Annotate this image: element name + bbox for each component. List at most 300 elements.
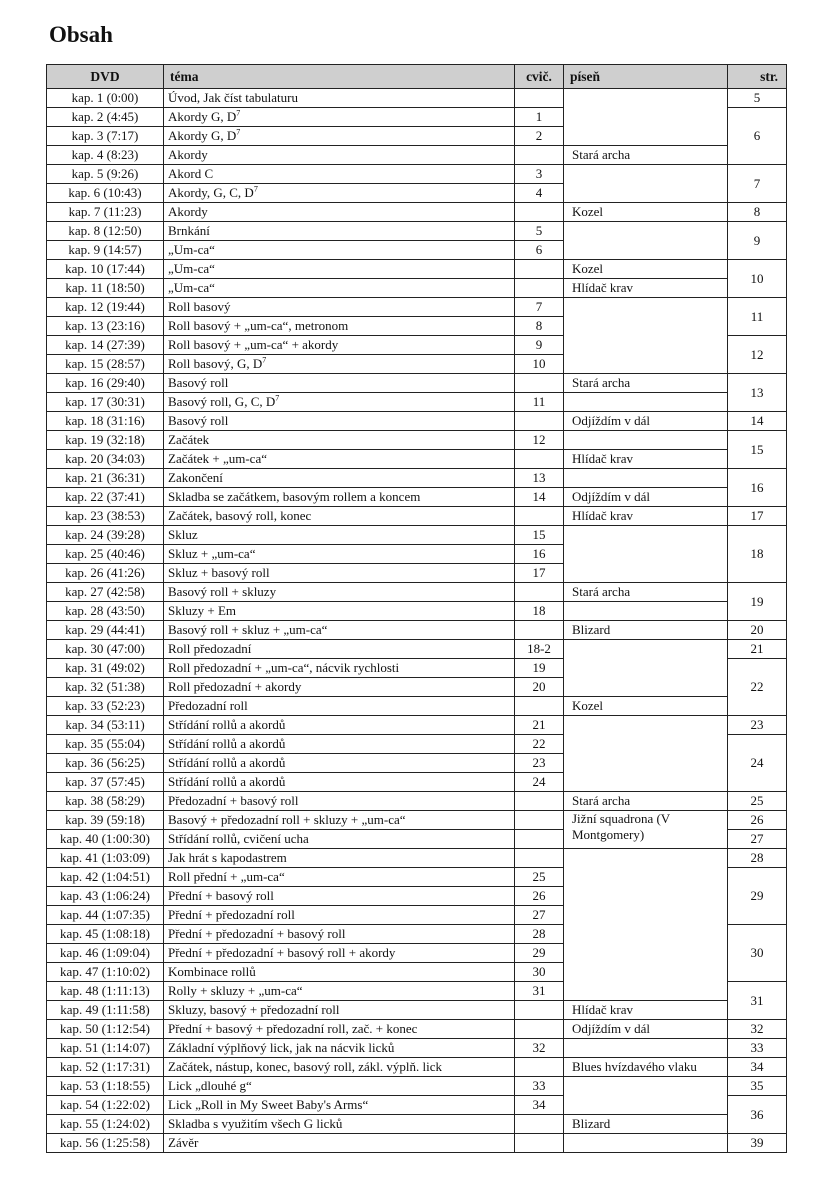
topic-text: Roll basový + „um-ca“, metronom	[168, 318, 349, 333]
chapter-cell: kap. 48 (1:11:13)	[47, 982, 164, 1001]
topic-text: Basový roll	[168, 375, 229, 390]
song-cell	[564, 1134, 728, 1153]
exercise-cell: 4	[515, 184, 564, 203]
topic-cell	[164, 564, 515, 583]
table-row	[47, 621, 787, 640]
song-cell	[564, 602, 728, 621]
topic-cell	[164, 1058, 515, 1077]
topic-text: Lick „Roll in My Sweet Baby's Arms“	[168, 1097, 369, 1112]
page-number-cell: 24	[728, 735, 787, 792]
exercise-cell: 3	[515, 165, 564, 184]
exercise-cell	[515, 1115, 564, 1134]
topic-cell	[164, 906, 515, 925]
topic-text: Střídání rollů a akordů	[168, 717, 286, 732]
topic-cell	[164, 279, 515, 298]
topic-text: Basový roll	[168, 413, 229, 428]
topic-text: Rolly + skluzy + „um-ca“	[168, 983, 303, 998]
song-cell	[564, 716, 728, 792]
chapter-cell: kap. 55 (1:24:02)	[47, 1115, 164, 1134]
chapter-cell: kap. 15 (28:57)	[47, 355, 164, 374]
topic-cell	[164, 146, 515, 165]
table-row	[47, 203, 787, 222]
header-cvic: cvič.	[515, 65, 564, 89]
song-cell: Stará archa	[564, 792, 728, 811]
chapter-cell: kap. 12 (19:44)	[47, 298, 164, 317]
chapter-cell: kap. 40 (1:00:30)	[47, 830, 164, 849]
topic-cell	[164, 507, 515, 526]
topic-superscript: 7	[253, 184, 258, 194]
page-number-cell: 34	[728, 1058, 787, 1077]
table-row	[47, 412, 787, 431]
exercise-cell	[515, 146, 564, 165]
topic-cell	[164, 355, 515, 374]
topic-text: Roll basový	[168, 299, 231, 314]
topic-cell	[164, 374, 515, 393]
exercise-cell	[515, 203, 564, 222]
page-number-cell: 28	[728, 849, 787, 868]
topic-text: Začátek, nástup, konec, basový roll, zákl. výplň. lick	[168, 1059, 443, 1074]
chapter-cell: kap. 34 (53:11)	[47, 716, 164, 735]
topic-text: Začátek, basový roll, konec	[168, 508, 312, 523]
topic-text: Skladba s využitím všech G licků	[168, 1116, 343, 1131]
contents-table	[46, 64, 787, 1153]
exercise-cell: 28	[515, 925, 564, 944]
topic-cell	[164, 1001, 515, 1020]
exercise-cell	[515, 1020, 564, 1039]
chapter-cell: kap. 16 (29:40)	[47, 374, 164, 393]
topic-cell	[164, 697, 515, 716]
topic-cell	[164, 887, 515, 906]
exercise-cell: 26	[515, 887, 564, 906]
chapter-cell: kap. 31 (49:02)	[47, 659, 164, 678]
exercise-cell	[515, 374, 564, 393]
topic-cell	[164, 1115, 515, 1134]
exercise-cell	[515, 697, 564, 716]
page-number-cell: 35	[728, 1077, 787, 1096]
chapter-cell: kap. 2 (4:45)	[47, 108, 164, 127]
song-cell	[564, 469, 728, 488]
exercise-cell: 9	[515, 336, 564, 355]
topic-cell	[164, 127, 515, 146]
song-cell: Odjíždím v dál	[564, 488, 728, 507]
header-dvd: DVD	[47, 65, 164, 89]
topic-text: Skladba se začátkem, basovým rollem a koncem	[168, 489, 421, 504]
table-row	[47, 374, 787, 393]
exercise-cell	[515, 1058, 564, 1077]
table-row	[47, 716, 787, 735]
page-number-cell: 15	[728, 431, 787, 469]
topic-cell	[164, 298, 515, 317]
topic-cell	[164, 735, 515, 754]
exercise-cell: 25	[515, 868, 564, 887]
topic-text: Zakončení	[168, 470, 223, 485]
topic-cell	[164, 241, 515, 260]
topic-cell	[164, 184, 515, 203]
topic-cell	[164, 393, 515, 412]
song-cell	[564, 89, 728, 146]
exercise-cell: 33	[515, 1077, 564, 1096]
song-cell: Hlídač krav	[564, 450, 728, 469]
table-row	[47, 1058, 787, 1077]
topic-superscript: 7	[236, 127, 241, 137]
page-number-cell: 11	[728, 298, 787, 336]
exercise-cell: 13	[515, 469, 564, 488]
table-row	[47, 507, 787, 526]
chapter-cell: kap. 46 (1:09:04)	[47, 944, 164, 963]
chapter-cell: kap. 25 (40:46)	[47, 545, 164, 564]
table-row	[47, 792, 787, 811]
topic-cell	[164, 659, 515, 678]
topic-text: Basový roll + skluzy	[168, 584, 277, 599]
header-pisen: píseň	[564, 65, 728, 89]
exercise-cell: 27	[515, 906, 564, 925]
topic-cell	[164, 108, 515, 127]
song-cell	[564, 1077, 728, 1115]
topic-text: Basový roll + skluz + „um-ca“	[168, 622, 328, 637]
page-number-cell: 16	[728, 469, 787, 507]
table-row	[47, 1134, 787, 1153]
exercise-cell: 16	[515, 545, 564, 564]
page-number-cell: 14	[728, 412, 787, 431]
exercise-cell: 29	[515, 944, 564, 963]
chapter-cell: kap. 53 (1:18:55)	[47, 1077, 164, 1096]
chapter-cell: kap. 45 (1:08:18)	[47, 925, 164, 944]
topic-text: Začátek + „um-ca“	[168, 451, 267, 466]
table-row	[47, 165, 787, 184]
chapter-cell: kap. 44 (1:07:35)	[47, 906, 164, 925]
topic-cell	[164, 925, 515, 944]
chapter-cell: kap. 36 (56:25)	[47, 754, 164, 773]
page-number-cell: 29	[728, 868, 787, 925]
exercise-cell: 21	[515, 716, 564, 735]
topic-text: Roll předozadní + „um-ca“, nácvik rychlosti	[168, 660, 400, 675]
page-number-cell: 22	[728, 659, 787, 716]
topic-cell	[164, 640, 515, 659]
chapter-cell: kap. 28 (43:50)	[47, 602, 164, 621]
table-row	[47, 1020, 787, 1039]
page-number-cell: 26	[728, 811, 787, 830]
table-header-row	[47, 65, 787, 89]
topic-cell	[164, 811, 515, 830]
topic-cell	[164, 1020, 515, 1039]
exercise-cell: 12	[515, 431, 564, 450]
chapter-cell: kap. 14 (27:39)	[47, 336, 164, 355]
song-cell: Kozel	[564, 697, 728, 716]
song-cell	[564, 640, 728, 697]
exercise-cell: 17	[515, 564, 564, 583]
chapter-cell: kap. 38 (58:29)	[47, 792, 164, 811]
page-number-cell: 30	[728, 925, 787, 982]
topic-text: Roll basový, G, D	[168, 356, 263, 371]
chapter-cell: kap. 49 (1:11:58)	[47, 1001, 164, 1020]
song-cell: Blizard	[564, 1115, 728, 1134]
page-number-cell: 8	[728, 203, 787, 222]
topic-text: „Um-ca“	[168, 261, 215, 276]
topic-text: Lick „dlouhé g“	[168, 1078, 252, 1093]
chapter-cell: kap. 30 (47:00)	[47, 640, 164, 659]
exercise-cell	[515, 849, 564, 868]
chapter-cell: kap. 22 (37:41)	[47, 488, 164, 507]
topic-cell	[164, 830, 515, 849]
table-row	[47, 526, 787, 545]
topic-text: Základní výplňový lick, jak na nácvik licků	[168, 1040, 395, 1055]
song-cell: Blues hvízdavého vlaku	[564, 1058, 728, 1077]
topic-text: Předozadní + basový roll	[168, 793, 299, 808]
table-row	[47, 602, 787, 621]
chapter-cell: kap. 9 (14:57)	[47, 241, 164, 260]
topic-text: Závěr	[168, 1135, 199, 1150]
topic-text: Skluz + basový roll	[168, 565, 270, 580]
exercise-cell: 31	[515, 982, 564, 1001]
topic-superscript: 7	[236, 108, 241, 118]
exercise-cell	[515, 1001, 564, 1020]
topic-cell	[164, 868, 515, 887]
topic-text: Akordy	[168, 204, 208, 219]
page-number-cell: 25	[728, 792, 787, 811]
exercise-cell	[515, 811, 564, 830]
topic-text: Přední + předozadní roll	[168, 907, 295, 922]
table-row	[47, 1001, 787, 1020]
topic-cell	[164, 203, 515, 222]
topic-text: Skluzy + Em	[168, 603, 236, 618]
exercise-cell	[515, 621, 564, 640]
chapter-cell: kap. 32 (51:38)	[47, 678, 164, 697]
chapter-cell: kap. 27 (42:58)	[47, 583, 164, 602]
table-row	[47, 583, 787, 602]
topic-text: Skluz	[168, 527, 198, 542]
topic-text: Akordy, G, C, D	[168, 185, 254, 200]
chapter-cell: kap. 52 (1:17:31)	[47, 1058, 164, 1077]
topic-text: Akordy	[168, 147, 208, 162]
chapter-cell: kap. 6 (10:43)	[47, 184, 164, 203]
song-cell	[564, 1039, 728, 1058]
song-cell: Hlídač krav	[564, 1001, 728, 1020]
chapter-cell: kap. 7 (11:23)	[47, 203, 164, 222]
topic-cell	[164, 678, 515, 697]
table-row	[47, 469, 787, 488]
table-row	[47, 697, 787, 716]
exercise-cell	[515, 583, 564, 602]
topic-text: Jak hrát s kapodastrem	[168, 850, 287, 865]
table-body	[47, 89, 787, 1153]
topic-cell	[164, 963, 515, 982]
table-row	[47, 146, 787, 165]
header-str: str.	[728, 65, 787, 89]
chapter-cell: kap. 50 (1:12:54)	[47, 1020, 164, 1039]
topic-text: Střídání rollů a akordů	[168, 755, 286, 770]
chapter-cell: kap. 11 (18:50)	[47, 279, 164, 298]
chapter-cell: kap. 23 (38:53)	[47, 507, 164, 526]
topic-text: Střídání rollů a akordů	[168, 774, 286, 789]
exercise-cell: 6	[515, 241, 564, 260]
topic-text: Přední + basový + předozadní roll, zač. + konec	[168, 1021, 418, 1036]
topic-text: Úvod, Jak číst tabulaturu	[168, 90, 298, 105]
exercise-cell: 32	[515, 1039, 564, 1058]
topic-cell	[164, 89, 515, 108]
topic-text: Basový + předozadní roll + skluzy + „um-ca“	[168, 812, 406, 827]
exercise-cell: 23	[515, 754, 564, 773]
chapter-cell: kap. 1 (0:00)	[47, 89, 164, 108]
exercise-cell: 22	[515, 735, 564, 754]
table-row	[47, 89, 787, 108]
chapter-cell: kap. 21 (36:31)	[47, 469, 164, 488]
table-row	[47, 450, 787, 469]
topic-cell	[164, 602, 515, 621]
topic-text: Střídání rollů, cvičení ucha	[168, 831, 309, 846]
exercise-cell: 5	[515, 222, 564, 241]
page-number-cell: 17	[728, 507, 787, 526]
page-number-cell: 23	[728, 716, 787, 735]
chapter-cell: kap. 17 (30:31)	[47, 393, 164, 412]
topic-text: Akordy G, D	[168, 109, 237, 124]
chapter-cell: kap. 51 (1:14:07)	[47, 1039, 164, 1058]
topic-text: Brnkání	[168, 223, 210, 238]
table-row	[47, 279, 787, 298]
topic-cell	[164, 317, 515, 336]
table-row	[47, 298, 787, 317]
chapter-cell: kap. 8 (12:50)	[47, 222, 164, 241]
table-row	[47, 1077, 787, 1096]
exercise-cell: 15	[515, 526, 564, 545]
topic-text: Roll přední + „um-ca“	[168, 869, 285, 884]
topic-cell	[164, 488, 515, 507]
topic-text: Skluz + „um-ca“	[168, 546, 256, 561]
page-title: Obsah	[49, 22, 113, 47]
exercise-cell: 8	[515, 317, 564, 336]
exercise-cell	[515, 507, 564, 526]
exercise-cell: 19	[515, 659, 564, 678]
page-number-cell: 33	[728, 1039, 787, 1058]
song-cell: Hlídač krav	[564, 507, 728, 526]
chapter-cell: kap. 26 (41:26)	[47, 564, 164, 583]
song-cell	[564, 298, 728, 374]
topic-cell	[164, 1096, 515, 1115]
chapter-cell: kap. 19 (32:18)	[47, 431, 164, 450]
chapter-cell: kap. 43 (1:06:24)	[47, 887, 164, 906]
chapter-cell: kap. 54 (1:22:02)	[47, 1096, 164, 1115]
topic-text: Roll basový + „um-ca“ + akordy	[168, 337, 339, 352]
table-row	[47, 849, 787, 868]
chapter-cell: kap. 33 (52:23)	[47, 697, 164, 716]
chapter-cell: kap. 24 (39:28)	[47, 526, 164, 545]
exercise-cell: 30	[515, 963, 564, 982]
topic-text: Přední + předozadní + basový roll	[168, 926, 346, 941]
exercise-cell	[515, 279, 564, 298]
topic-cell	[164, 583, 515, 602]
topic-cell	[164, 944, 515, 963]
page-number-cell: 19	[728, 583, 787, 621]
table-row	[47, 222, 787, 241]
topic-text: „Um-ca“	[168, 280, 215, 295]
song-cell	[564, 526, 728, 583]
topic-superscript: 7	[275, 393, 280, 403]
table-row	[47, 393, 787, 412]
topic-cell	[164, 336, 515, 355]
song-cell	[564, 849, 728, 1001]
exercise-cell: 20	[515, 678, 564, 697]
page-number-cell: 36	[728, 1096, 787, 1134]
topic-text: Akord C	[168, 166, 214, 181]
exercise-cell	[515, 792, 564, 811]
topic-cell	[164, 792, 515, 811]
chapter-cell: kap. 4 (8:23)	[47, 146, 164, 165]
song-cell: Hlídač krav	[564, 279, 728, 298]
exercise-cell: 14	[515, 488, 564, 507]
song-cell: Stará archa	[564, 374, 728, 393]
page-number-cell: 9	[728, 222, 787, 260]
chapter-cell: kap. 39 (59:18)	[47, 811, 164, 830]
topic-cell	[164, 1077, 515, 1096]
song-cell	[564, 431, 728, 450]
page-number-cell: 32	[728, 1020, 787, 1039]
topic-cell	[164, 469, 515, 488]
topic-cell	[164, 526, 515, 545]
header-tema: téma	[164, 65, 515, 89]
exercise-cell: 18	[515, 602, 564, 621]
exercise-cell	[515, 260, 564, 279]
table-row	[47, 811, 787, 830]
topic-text: Přední + basový roll	[168, 888, 274, 903]
topic-text: Přední + předozadní + basový roll + akordy	[168, 945, 396, 960]
topic-cell	[164, 222, 515, 241]
chapter-cell: kap. 3 (7:17)	[47, 127, 164, 146]
exercise-cell: 18-2	[515, 640, 564, 659]
song-cell: Kozel	[564, 203, 728, 222]
song-cell: Blizard	[564, 621, 728, 640]
chapter-cell: kap. 35 (55:04)	[47, 735, 164, 754]
song-cell	[564, 222, 728, 260]
song-cell: Odjíždím v dál	[564, 1020, 728, 1039]
song-cell	[564, 393, 728, 412]
topic-cell	[164, 260, 515, 279]
table-row	[47, 431, 787, 450]
page-number-cell: 5	[728, 89, 787, 108]
chapter-cell: kap. 37 (57:45)	[47, 773, 164, 792]
exercise-cell	[515, 89, 564, 108]
page-number-cell: 39	[728, 1134, 787, 1153]
topic-cell	[164, 849, 515, 868]
topic-cell	[164, 621, 515, 640]
chapter-cell: kap. 42 (1:04:51)	[47, 868, 164, 887]
page-number-cell: 6	[728, 108, 787, 165]
exercise-cell	[515, 1134, 564, 1153]
topic-text: Basový roll, G, C, D	[168, 394, 276, 409]
song-cell: Stará archa	[564, 146, 728, 165]
topic-text: Začátek	[168, 432, 210, 447]
topic-cell	[164, 773, 515, 792]
chapter-cell: kap. 18 (31:16)	[47, 412, 164, 431]
topic-cell	[164, 431, 515, 450]
exercise-cell: 11	[515, 393, 564, 412]
chapter-cell: kap. 41 (1:03:09)	[47, 849, 164, 868]
chapter-cell: kap. 13 (23:16)	[47, 317, 164, 336]
topic-cell	[164, 1134, 515, 1153]
chapter-cell: kap. 56 (1:25:58)	[47, 1134, 164, 1153]
chapter-cell: kap. 29 (44:41)	[47, 621, 164, 640]
table-row	[47, 260, 787, 279]
topic-cell	[164, 982, 515, 1001]
page-number-cell: 7	[728, 165, 787, 203]
page-number-cell: 20	[728, 621, 787, 640]
topic-text: „Um-ca“	[168, 242, 215, 257]
topic-text: Skluzy, basový + předozadní roll	[168, 1002, 340, 1017]
page-number-cell: 10	[728, 260, 787, 298]
topic-cell	[164, 545, 515, 564]
table-row	[47, 1039, 787, 1058]
page-number-cell: 18	[728, 526, 787, 583]
page-number-cell: 21	[728, 640, 787, 659]
topic-superscript: 7	[262, 355, 267, 365]
